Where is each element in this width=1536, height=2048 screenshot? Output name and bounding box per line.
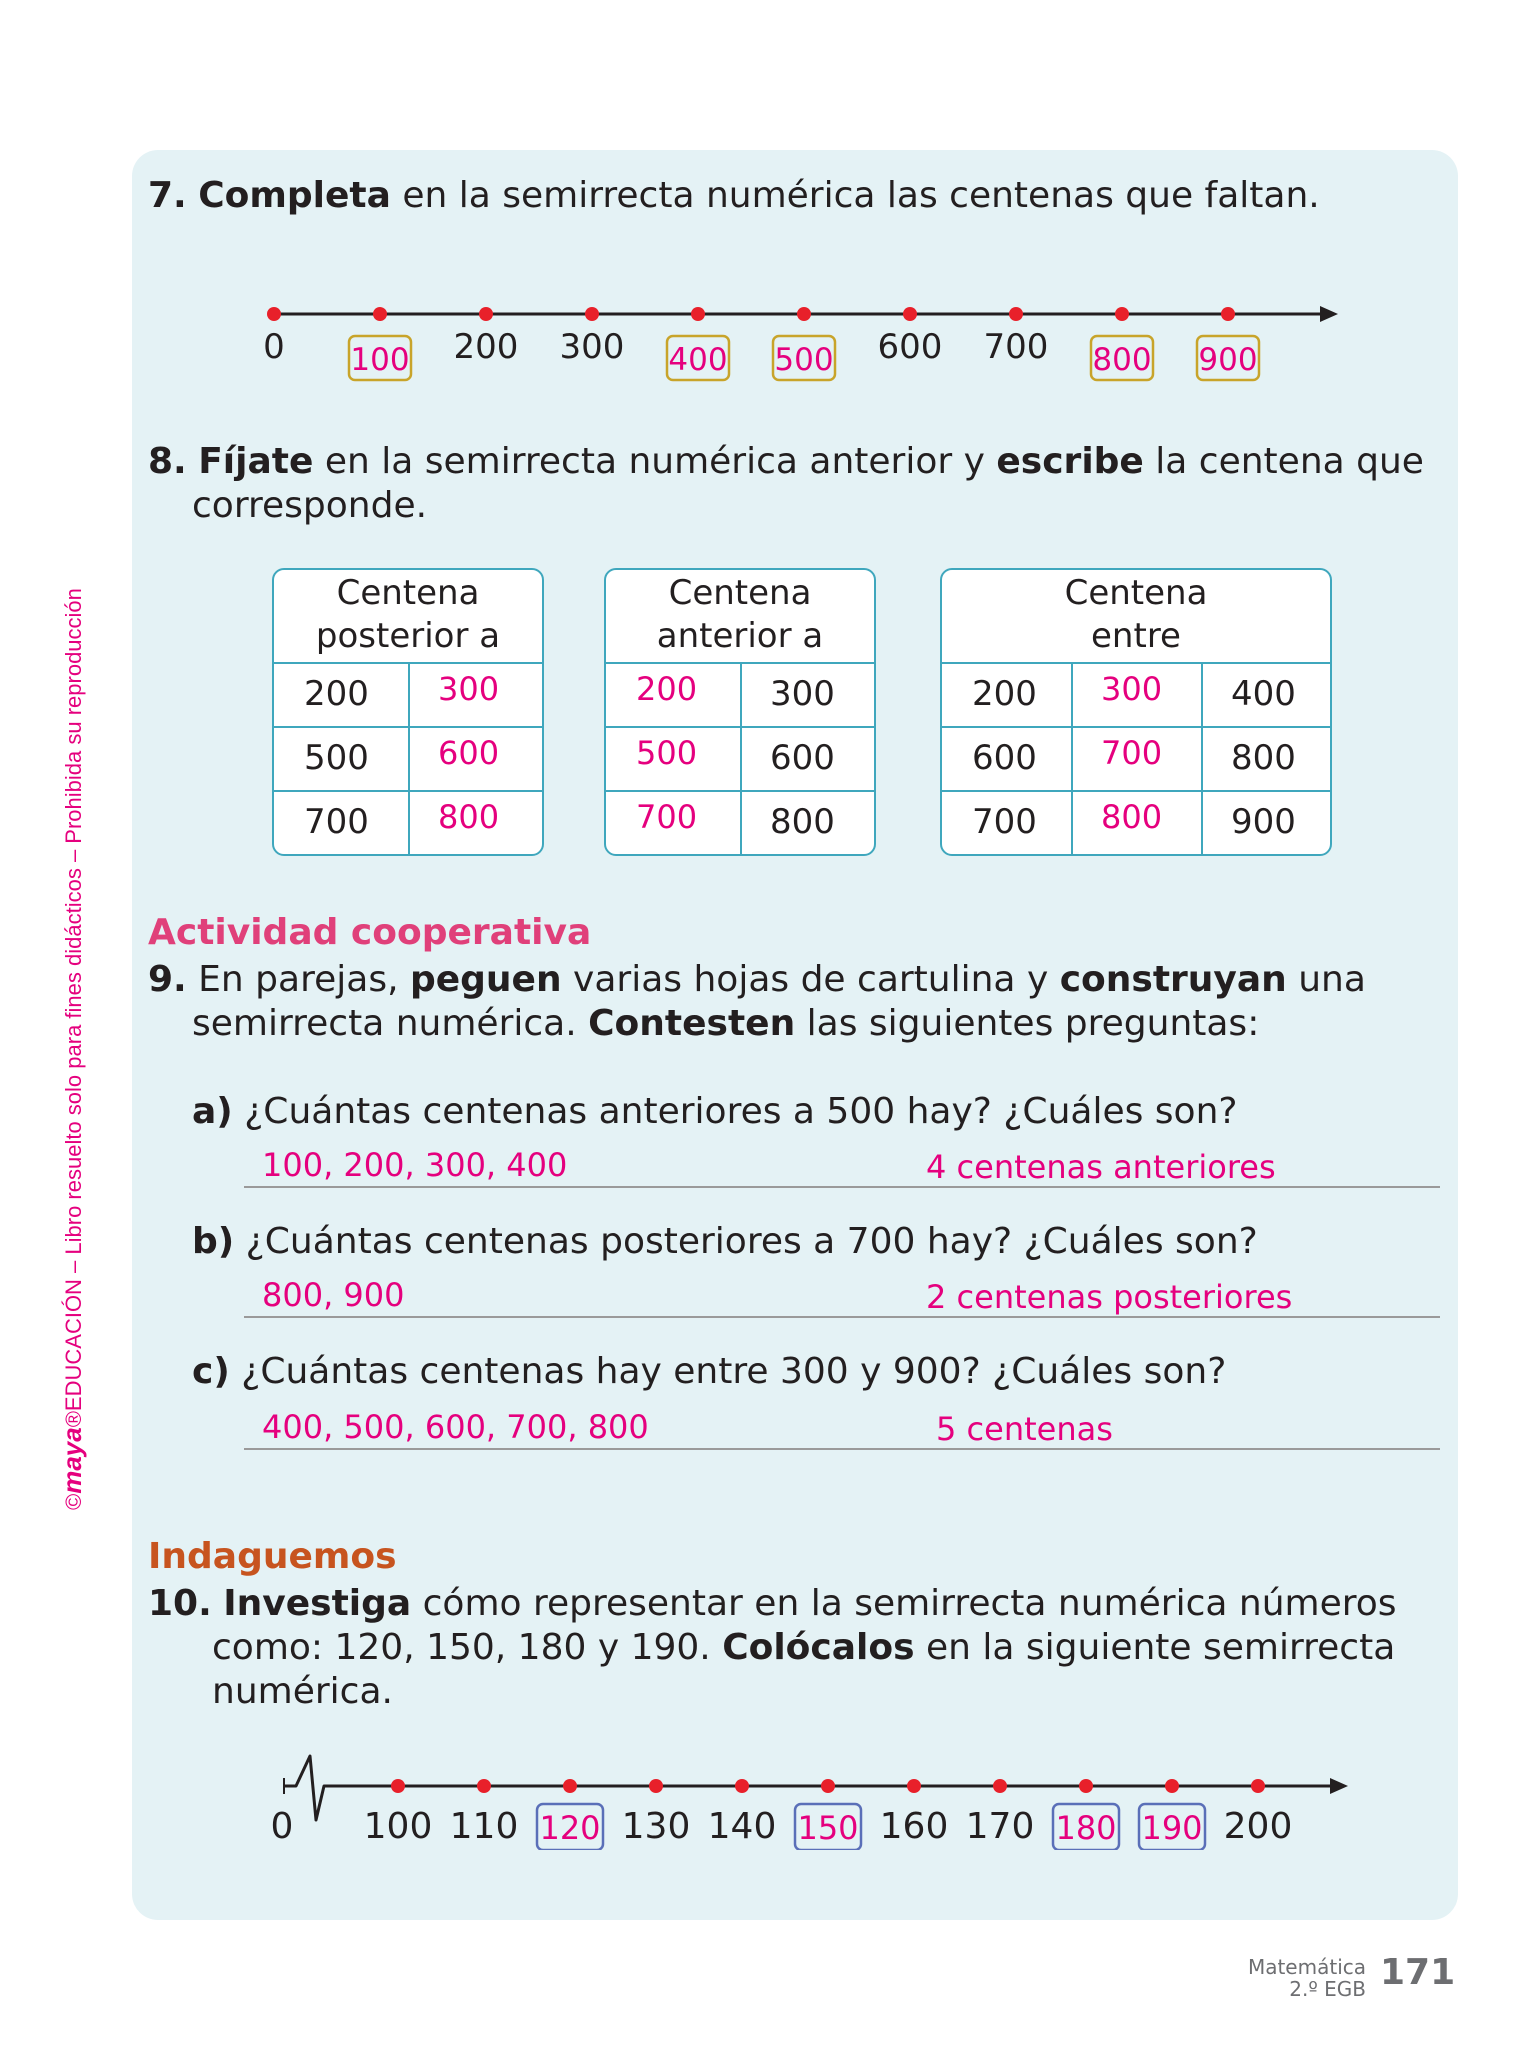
table-centena-posterior — [272, 568, 544, 856]
answer-label-400: 400 — [668, 342, 728, 378]
table-col-divider — [408, 662, 410, 854]
table-cell: 400 — [1231, 674, 1296, 714]
tick-label-130: 130 — [621, 1806, 691, 1847]
question-9c: c) ¿Cuántas centenas hay entre 300 y 900? ¿Cuáles son? — [192, 1351, 1227, 1392]
footer-subject: Matemática 2.º EGB — [1247, 1955, 1366, 2001]
question-9a: a) ¿Cuántas centenas anteriores a 500 hay? ¿Cuáles son? — [192, 1091, 1238, 1132]
tick-label-170: 170 — [965, 1806, 1035, 1847]
table-cell: 200 — [972, 674, 1037, 714]
tick-dot-900 — [1221, 307, 1235, 321]
table-centena-entre — [940, 568, 1332, 856]
tick-label-0: 0 — [270, 1806, 294, 1847]
table-header — [274, 570, 542, 664]
answer-9b-count: 2 centenas posteriores — [926, 1278, 1293, 1316]
answer-line-9b — [244, 1316, 1440, 1318]
tick-label-160: 160 — [879, 1806, 949, 1847]
tick-dot-180 — [1079, 1779, 1093, 1793]
tick-dot-700 — [1009, 307, 1023, 321]
question-7: 7. Completa en la semirrecta numérica las centenas que faltan. — [148, 175, 1320, 216]
answer-9c-list: 400, 500, 600, 700, 800 — [262, 1408, 649, 1446]
table-col-divider — [1201, 662, 1203, 854]
tick-dot-130 — [649, 1779, 663, 1793]
section-title-indaguemos: Indaguemos — [148, 1536, 397, 1577]
tick-dot-190 — [1165, 1779, 1179, 1793]
answer-9b-list: 800, 900 — [262, 1276, 405, 1314]
tick-dot-100 — [391, 1779, 405, 1793]
table-answer-cell: 300 — [438, 670, 500, 708]
tick-dot-600 — [903, 307, 917, 321]
tick-dot-140 — [735, 1779, 749, 1793]
tick-label-200: 200 — [453, 327, 519, 367]
table-cell: 900 — [1231, 802, 1296, 842]
answer-label-100: 100 — [350, 342, 410, 378]
answer-9a-list: 100, 200, 300, 400 — [262, 1146, 568, 1184]
answer-label-900: 900 — [1198, 342, 1258, 378]
table-cell: 500 — [304, 738, 369, 778]
table-answer-cell: 200 — [636, 670, 698, 708]
tick-dot-120 — [563, 1779, 577, 1793]
table-header-line-1: Centena — [1064, 573, 1208, 613]
table-header-line-2: posterior a — [315, 616, 501, 656]
answer-label-150: 150 — [797, 1809, 859, 1847]
answer-label-190: 190 — [1141, 1809, 1203, 1847]
question-9b: b) ¿Cuántas centenas posteriores a 700 hay? ¿Cuáles son? — [192, 1221, 1258, 1262]
table-row-divider — [942, 726, 1330, 728]
answer-line-9a — [244, 1186, 1440, 1188]
answer-label-180: 180 — [1055, 1809, 1117, 1847]
tick-dot-0 — [267, 307, 281, 321]
tick-dot-100 — [373, 307, 387, 321]
tick-dot-800 — [1115, 307, 1129, 321]
table-row-divider — [942, 790, 1330, 792]
table-answer-cell: 800 — [438, 798, 500, 836]
table-cell: 300 — [770, 674, 835, 714]
question-9: 9. En parejas, peguen varias hojas de cartulina y construyan una — [148, 959, 1366, 1000]
answer-9c-count: 5 centenas — [936, 1410, 1113, 1448]
number-line-hundreds — [240, 290, 1360, 400]
table-cell: 600 — [972, 738, 1037, 778]
tick-dot-300 — [585, 307, 599, 321]
question-10: 10. Investiga cómo representar en la semirrecta numérica números — [148, 1583, 1397, 1624]
question-8-line-2: corresponde. — [192, 485, 428, 526]
table-cell: 800 — [770, 802, 835, 842]
tick-label-300: 300 — [559, 327, 625, 367]
table-answer-cell: 500 — [636, 734, 698, 772]
table-answer-cell: 300 — [1101, 670, 1163, 708]
table-answer-cell: 700 — [636, 798, 698, 836]
axis-arrow-icon — [1320, 306, 1338, 322]
table-answer-cell: 700 — [1101, 734, 1163, 772]
answer-label-500: 500 — [774, 342, 834, 378]
tick-dot-200 — [479, 307, 493, 321]
tick-label-200: 200 — [1223, 1806, 1293, 1847]
tick-dot-150 — [821, 1779, 835, 1793]
tick-label-700: 700 — [983, 327, 1049, 367]
table-cell: 800 — [1231, 738, 1296, 778]
table-header — [942, 570, 1330, 664]
question-10-line-3: numérica. — [212, 1671, 393, 1712]
tick-label-140: 140 — [707, 1806, 777, 1847]
table-cell: 700 — [972, 802, 1037, 842]
page-number: 171 — [1380, 1952, 1456, 1993]
copyright-sidebar: ©maya®EDUCACIÓN – Libro resuelto solo para fines didácticos – Prohibida su reproducción — [57, 588, 87, 1510]
question-9-line-2: semirrecta numérica. Contesten las siguientes preguntas: — [192, 1003, 1260, 1044]
answer-label-800: 800 — [1092, 342, 1152, 378]
tick-dot-160 — [907, 1779, 921, 1793]
answer-line-9c — [244, 1448, 1440, 1450]
tick-label-110: 110 — [449, 1806, 519, 1847]
table-header — [606, 570, 874, 664]
axis-arrow-icon — [1330, 1778, 1348, 1794]
table-centena-anterior — [604, 568, 876, 856]
tick-dot-500 — [797, 307, 811, 321]
tick-dot-110 — [477, 1779, 491, 1793]
number-line-tens — [250, 1740, 1370, 1850]
tick-label-600: 600 — [877, 327, 943, 367]
table-header-line-1: Centena — [668, 573, 812, 613]
table-header-line-1: Centena — [336, 573, 480, 613]
answer-9a-count: 4 centenas anteriores — [926, 1148, 1276, 1186]
table-cell: 200 — [304, 674, 369, 714]
tick-label-100: 100 — [363, 1806, 433, 1847]
table-header-line-2: entre — [1091, 616, 1181, 656]
tick-label-0: 0 — [263, 327, 285, 367]
table-header-line-2: anterior a — [656, 616, 824, 656]
table-col-divider — [1071, 662, 1073, 854]
tick-dot-200 — [1251, 1779, 1265, 1793]
tick-dot-400 — [691, 307, 705, 321]
question-10-line-2: como: 120, 150, 180 y 190. Colócalos en la siguiente semirrecta — [212, 1627, 1396, 1668]
question-8: 8. Fíjate en la semirrecta numérica anterior y escribe la centena que — [148, 441, 1424, 482]
table-answer-cell: 600 — [438, 734, 500, 772]
answer-label-120: 120 — [539, 1809, 601, 1847]
section-title-actividad: Actividad cooperativa — [148, 912, 592, 953]
table-cell: 700 — [304, 802, 369, 842]
maya-logo: maya — [57, 1427, 87, 1494]
table-cell: 600 — [770, 738, 835, 778]
table-answer-cell: 800 — [1101, 798, 1163, 836]
tick-dot-170 — [993, 1779, 1007, 1793]
table-col-divider — [740, 662, 742, 854]
